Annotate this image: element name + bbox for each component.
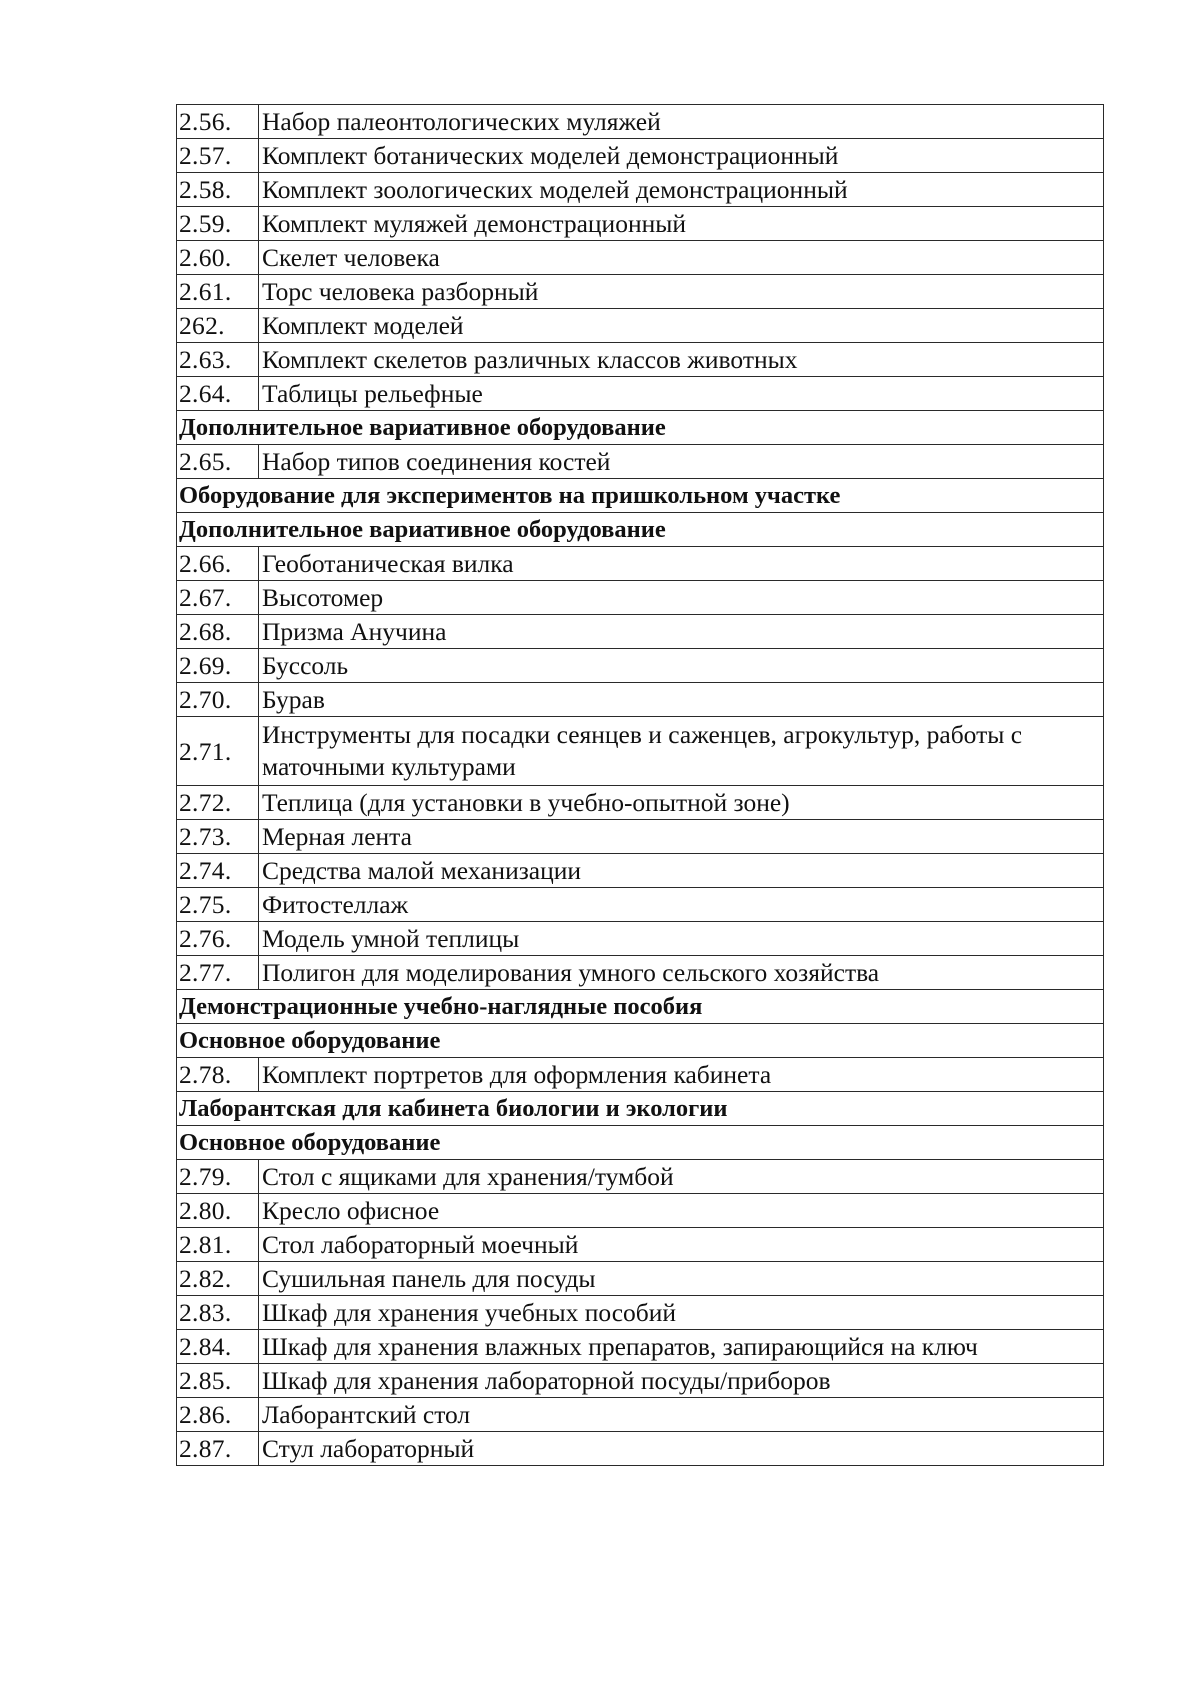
item-number: 2.76. xyxy=(177,922,259,956)
item-name: Шкаф для хранения лабораторной посуды/приборов xyxy=(259,1364,1104,1398)
item-number: 2.82. xyxy=(177,1262,259,1296)
item-name: Лаборантский стол xyxy=(259,1398,1104,1432)
item-number: 2.58. xyxy=(177,173,259,207)
item-name: Таблицы рельефные xyxy=(259,377,1104,411)
item-number: 2.59. xyxy=(177,207,259,241)
item-number: 2.84. xyxy=(177,1330,259,1364)
table-row xyxy=(177,1058,1104,1092)
section-title: Основное оборудование xyxy=(177,1024,1104,1058)
table-row xyxy=(177,1330,1104,1364)
item-name: Призма Анучина xyxy=(259,615,1104,649)
item-number: 2.85. xyxy=(177,1364,259,1398)
table-row xyxy=(177,1398,1104,1432)
item-name: Комплект моделей xyxy=(259,309,1104,343)
item-number: 2.60. xyxy=(177,241,259,275)
section-header-row xyxy=(177,513,1104,547)
section-title: Дополнительное вариативное оборудование xyxy=(177,513,1104,547)
item-number: 2.61. xyxy=(177,275,259,309)
table-row xyxy=(177,956,1104,990)
item-name: Высотомер xyxy=(259,581,1104,615)
table-row xyxy=(177,241,1104,275)
section-title: Лаборантская для кабинета биологии и экологии xyxy=(177,1092,1104,1126)
item-name: Средства малой механизации xyxy=(259,854,1104,888)
table-row xyxy=(177,343,1104,377)
section-title: Основное оборудование xyxy=(177,1126,1104,1160)
table-row xyxy=(177,854,1104,888)
table-row xyxy=(177,922,1104,956)
item-name: Набор типов соединения костей xyxy=(259,445,1104,479)
item-number: 2.56. xyxy=(177,105,259,139)
item-name: Стол лабораторный моечный xyxy=(259,1228,1104,1262)
item-number: 2.65. xyxy=(177,445,259,479)
table-row xyxy=(177,139,1104,173)
table-row xyxy=(177,1194,1104,1228)
table-row xyxy=(177,309,1104,343)
table-row xyxy=(177,173,1104,207)
item-name: Набор палеонтологических муляжей xyxy=(259,105,1104,139)
table-row xyxy=(177,786,1104,820)
table-row xyxy=(177,683,1104,717)
table-row xyxy=(177,1364,1104,1398)
table-row xyxy=(177,1160,1104,1194)
table-row xyxy=(177,649,1104,683)
item-number: 2.77. xyxy=(177,956,259,990)
item-number: 2.75. xyxy=(177,888,259,922)
item-name: Модель умной теплицы xyxy=(259,922,1104,956)
item-name: Фитостеллаж xyxy=(259,888,1104,922)
item-number: 2.70. xyxy=(177,683,259,717)
item-number: 2.68. xyxy=(177,615,259,649)
item-name: Скелет человека xyxy=(259,241,1104,275)
item-name: Комплект скелетов различных классов животных xyxy=(259,343,1104,377)
table-row xyxy=(177,1228,1104,1262)
item-name: Инструменты для посадки сеянцев и саженцев, агрокультур, работы с маточными культурами xyxy=(259,717,1104,786)
item-number: 2.67. xyxy=(177,581,259,615)
item-number: 262. xyxy=(177,309,259,343)
section-header-row xyxy=(177,1024,1104,1058)
section-header-row xyxy=(177,1092,1104,1126)
equipment-table-body xyxy=(177,105,1104,1466)
table-row xyxy=(177,1432,1104,1466)
item-name: Бурав xyxy=(259,683,1104,717)
item-name: Торс человека разборный xyxy=(259,275,1104,309)
table-row xyxy=(177,888,1104,922)
item-number: 2.63. xyxy=(177,343,259,377)
item-number: 2.69. xyxy=(177,649,259,683)
item-number: 2.57. xyxy=(177,139,259,173)
item-name: Комплект зоологических моделей демонстрационный xyxy=(259,173,1104,207)
section-header-row xyxy=(177,1126,1104,1160)
table-row xyxy=(177,105,1104,139)
section-title: Демонстрационные учебно-наглядные пособия xyxy=(177,990,1104,1024)
item-number: 2.78. xyxy=(177,1058,259,1092)
item-name: Буссоль xyxy=(259,649,1104,683)
section-title: Дополнительное вариативное оборудование xyxy=(177,411,1104,445)
item-name: Комплект ботанических моделей демонстрационный xyxy=(259,139,1104,173)
item-name: Шкаф для хранения влажных препаратов, запирающийся на ключ xyxy=(259,1330,1104,1364)
item-name: Шкаф для хранения учебных пособий xyxy=(259,1296,1104,1330)
item-name: Комплект портретов для оформления кабинета xyxy=(259,1058,1104,1092)
table-row xyxy=(177,275,1104,309)
table-row xyxy=(177,717,1104,786)
item-number: 2.81. xyxy=(177,1228,259,1262)
item-name: Кресло офисное xyxy=(259,1194,1104,1228)
equipment-table xyxy=(176,104,1104,1466)
item-name: Теплица (для установки в учебно-опытной зоне) xyxy=(259,786,1104,820)
section-title: Оборудование для экспериментов на пришкольном участке xyxy=(177,479,1104,513)
table-row xyxy=(177,1262,1104,1296)
table-row xyxy=(177,445,1104,479)
item-number: 2.79. xyxy=(177,1160,259,1194)
table-row xyxy=(177,207,1104,241)
table-row xyxy=(177,820,1104,854)
item-number: 2.87. xyxy=(177,1432,259,1466)
item-name: Мерная лента xyxy=(259,820,1104,854)
table-row xyxy=(177,1296,1104,1330)
item-number: 2.74. xyxy=(177,854,259,888)
item-number: 2.83. xyxy=(177,1296,259,1330)
item-number: 2.72. xyxy=(177,786,259,820)
item-number: 2.80. xyxy=(177,1194,259,1228)
table-row xyxy=(177,615,1104,649)
item-number: 2.71. xyxy=(177,717,259,786)
item-name: Комплект муляжей демонстрационный xyxy=(259,207,1104,241)
item-number: 2.86. xyxy=(177,1398,259,1432)
table-row xyxy=(177,547,1104,581)
item-name: Стол с ящиками для хранения/тумбой xyxy=(259,1160,1104,1194)
item-number: 2.64. xyxy=(177,377,259,411)
item-name: Сушильная панель для посуды xyxy=(259,1262,1104,1296)
section-header-row xyxy=(177,411,1104,445)
item-number: 2.73. xyxy=(177,820,259,854)
section-header-row xyxy=(177,479,1104,513)
item-name: Стул лабораторный xyxy=(259,1432,1104,1466)
table-row xyxy=(177,581,1104,615)
item-name: Полигон для моделирования умного сельского хозяйства xyxy=(259,956,1104,990)
table-row xyxy=(177,377,1104,411)
item-name: Геоботаническая вилка xyxy=(259,547,1104,581)
item-number: 2.66. xyxy=(177,547,259,581)
section-header-row xyxy=(177,990,1104,1024)
